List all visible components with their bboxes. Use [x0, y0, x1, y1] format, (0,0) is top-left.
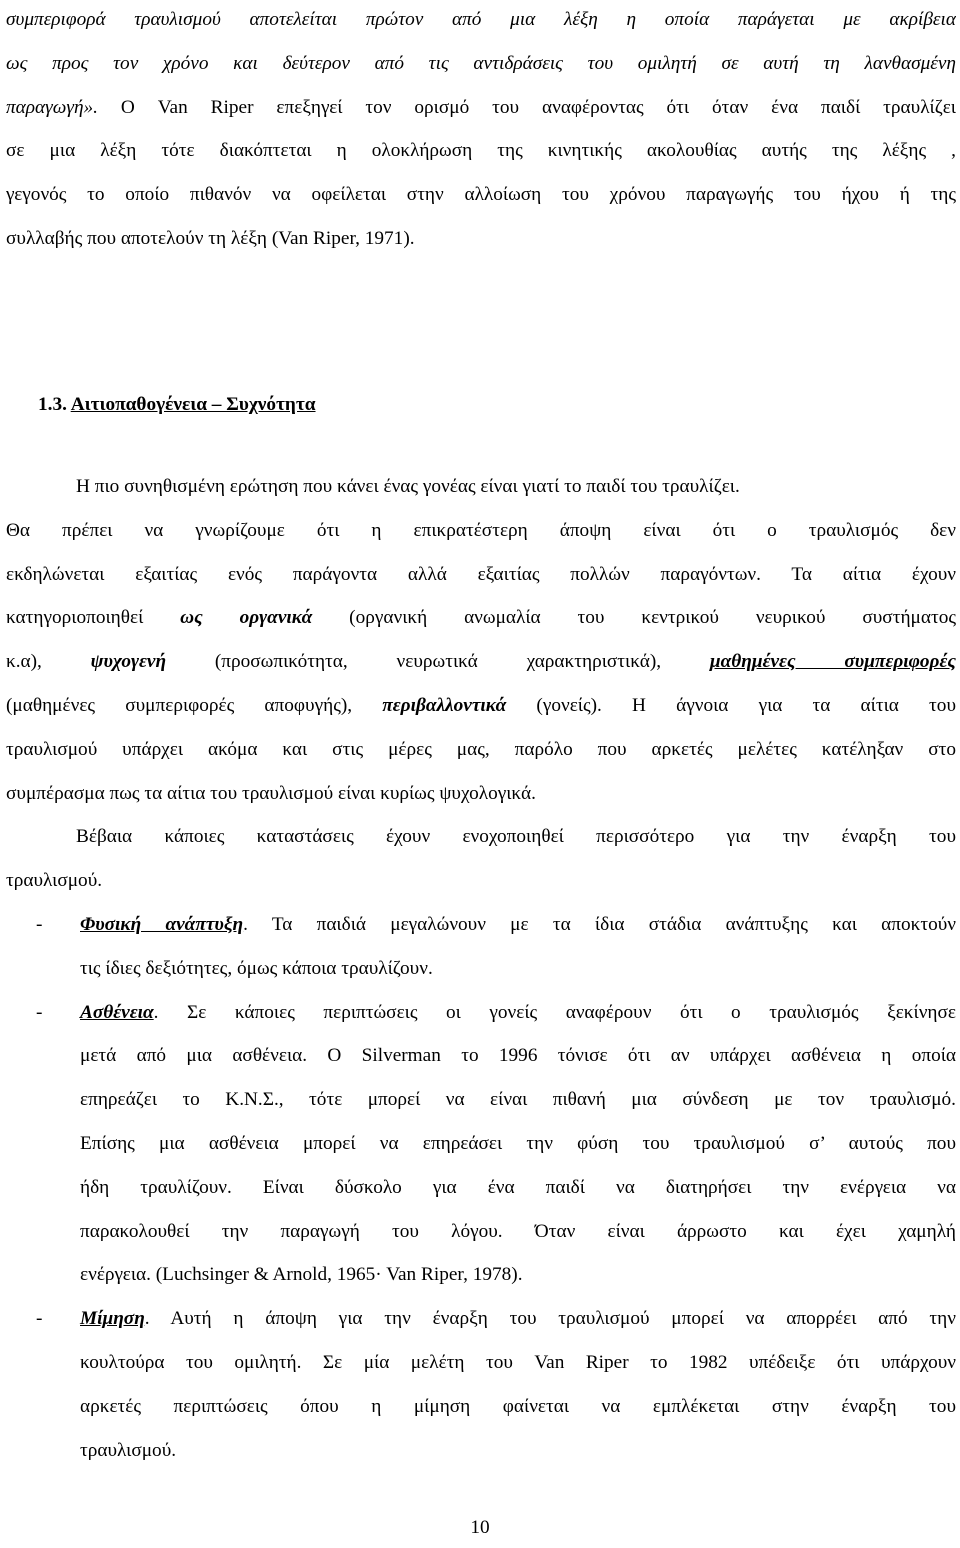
text-span: τις ίδιες δεξιότητες, όμως κάποια τραυλίζουν. — [80, 957, 433, 979]
text-span: εκδηλώνεται εξαιτίας ενός παράγοντα αλλά εξαιτίας πολλών παραγόντων. Τα αίτια έχουν — [6, 563, 956, 585]
text-line — [6, 173, 956, 217]
emphasis-span: μαθημένες συμπεριφορές — [709, 651, 956, 673]
text-span: γεγονός το οποίο πιθανόν να οφείλεται στην αλλοίωση του χρόνου παραγωγής του ήχου ή της — [6, 184, 956, 206]
text-line — [6, 1341, 956, 1385]
text-line — [6, 947, 956, 991]
text-span: αρκετές περιπτώσεις όπου η μίμηση φαίνεται να εμπλέκεται στην έναρξη του — [80, 1395, 956, 1417]
text-line — [6, 1210, 956, 1254]
text-line — [6, 86, 956, 130]
text-line — [6, 728, 956, 772]
section-body — [6, 465, 956, 1472]
text-span: συμπέρασμα πως τα αίτια του τραυλισμού είναι κυρίως ψυχολογικά. — [6, 782, 536, 804]
text-span: συμπεριφορά τραυλισμού αποτελείται πρώτον από μια λέξη η οποία παράγεται με ακρίβεια — [6, 9, 956, 30]
text-line — [6, 772, 956, 816]
text-line — [6, 640, 956, 684]
bullet-term: Μίμηση — [80, 1308, 145, 1330]
dash-marker: - — [36, 913, 43, 935]
text-line — [6, 217, 956, 261]
text-line — [6, 859, 956, 903]
text-span: κ.α), — [6, 651, 91, 673]
text-span: . Σε κάποιες περιπτώσεις οι γονείς αναφέρουν ότι ο τραυλισμός ξεκίνησε — [153, 1001, 956, 1023]
page-number: 10 — [470, 1517, 490, 1538]
section-number: 1.3. — [38, 394, 67, 415]
text-span: (γονείς). Η άγνοια για τα αίτια του — [506, 694, 956, 716]
list-item — [6, 991, 956, 1035]
bullet-term: Ασθένεια — [80, 1001, 154, 1023]
text-line — [6, 1078, 956, 1122]
top-paragraph — [6, 0, 956, 261]
text-span: συλλαβής που αποτελούν τη λέξη (Van Riper, 1971). — [6, 227, 415, 249]
text-span: Βέβαια κάποιες καταστάσεις έχουν ενοχοποιηθεί περισσότερο για την έναρξη του — [76, 826, 956, 848]
dash-marker: - — [36, 1308, 43, 1330]
text-span: . Τα παιδιά μεγαλώνουν με τα ίδια στάδια ανάπτυξης και αποκτούν — [243, 913, 956, 935]
text-span: ως προς τον χρόνο και δεύτερον από τις αντιδράσεις του ομιλητή σε αυτή τη λανθασμένη — [6, 52, 956, 74]
text-line — [6, 1253, 956, 1297]
text-line — [6, 42, 956, 86]
text-line — [6, 1034, 956, 1078]
text-span: (προσωπικότητα, νευρωτικά χαρακτηριστικά), — [166, 651, 710, 673]
text-line — [6, 0, 956, 42]
text-line — [6, 1122, 956, 1166]
text-line — [6, 684, 956, 728]
text-span: τραυλισμού. — [80, 1439, 177, 1461]
text-span: τραυλισμού υπάρχει ακόμα και στις μέρες μας, παρόλο που αρκετές μελέτες κατέληξαν στο — [6, 738, 956, 760]
text-span: παρακολουθεί την παραγωγή του λόγου. Όταν είναι άρρωστο και έχει χαμηλή — [80, 1220, 956, 1242]
dash-marker: - — [36, 1001, 43, 1023]
text-span: Ο Van Riper επεξηγεί τον ορισμό του αναφέροντας ότι όταν ένα παιδί τραυλίζει — [98, 96, 956, 118]
text-line — [6, 815, 956, 859]
section-heading — [38, 383, 316, 427]
list-item — [6, 903, 956, 947]
text-span: μετά από μια ασθένεια. Ο Silverman το 1996 τόνισε ότι αν υπάρχει ασθένεια η οποία — [80, 1045, 956, 1067]
text-span: επηρεάζει το Κ.Ν.Σ., τότε μπορεί να είναι πιθανή μια σύνδεση με τον τραυλισμό. — [80, 1089, 956, 1111]
text-line — [6, 596, 956, 640]
text-span: τραυλισμού. — [6, 870, 103, 892]
text-span: σε μια λέξη τότε διακόπτεται η ολοκλήρωση της κινητικής ακολουθίας αυτής της λέξης , — [6, 140, 956, 162]
italic-span: παραγωγή». — [6, 96, 98, 118]
text-line — [6, 553, 956, 597]
text-line — [6, 465, 956, 509]
section-title: Αιτιοπαθογένεια – Συχνότητα — [70, 394, 316, 415]
text-line — [6, 129, 956, 173]
text-span: . Αυτή η άποψη για την έναρξη του τραυλισμού μπορεί να απορρέει από την — [144, 1308, 956, 1330]
text-span: Η πιο συνηθισμένη ερώτηση που κάνει ένας γονέας είναι γιατί το παιδί του τραυλίζει. — [76, 476, 740, 497]
list-item — [6, 1297, 956, 1341]
emphasis-span: ψυχογενή — [90, 651, 167, 673]
text-span: κουλτούρα του ομιλητή. Σε μία μελέτη του Van Riper το 1982 υπέδειξε ότι υπάρχουν — [80, 1351, 956, 1373]
emphasis-span: ως οργανικά — [180, 607, 313, 629]
bullet-term: Φυσική ανάπτυξη — [80, 913, 244, 935]
text-span: Θα πρέπει να γνωρίζουμε ότι η επικρατέστερη άποψη είναι ότι ο τραυλισμός δεν — [6, 519, 956, 541]
text-span: κατηγοριοποιηθεί — [6, 607, 181, 629]
text-line — [6, 1385, 956, 1429]
text-span: ήδη τραυλίζουν. Είναι δύσκολο για ένα παιδί να διατηρήσει την ενέργεια να — [80, 1176, 956, 1198]
text-span: ενέργεια. (Luchsinger & Arnold, 1965· Van Riper, 1978). — [80, 1264, 523, 1286]
text-line — [6, 1166, 956, 1210]
text-line — [6, 509, 956, 553]
text-span: Επίσης μια ασθένεια μπορεί να επηρεάσει την φύση του τραυλισμού σ’ αυτούς που — [80, 1132, 956, 1154]
text-line — [6, 1429, 956, 1473]
emphasis-span: περιβαλλοντικά — [382, 694, 507, 716]
text-span: (οργανική ανωμαλία του κεντρικού νευρικού συστήματος — [312, 607, 956, 629]
text-span: (μαθημένες συμπεριφορές αποφυγής), — [6, 694, 383, 716]
